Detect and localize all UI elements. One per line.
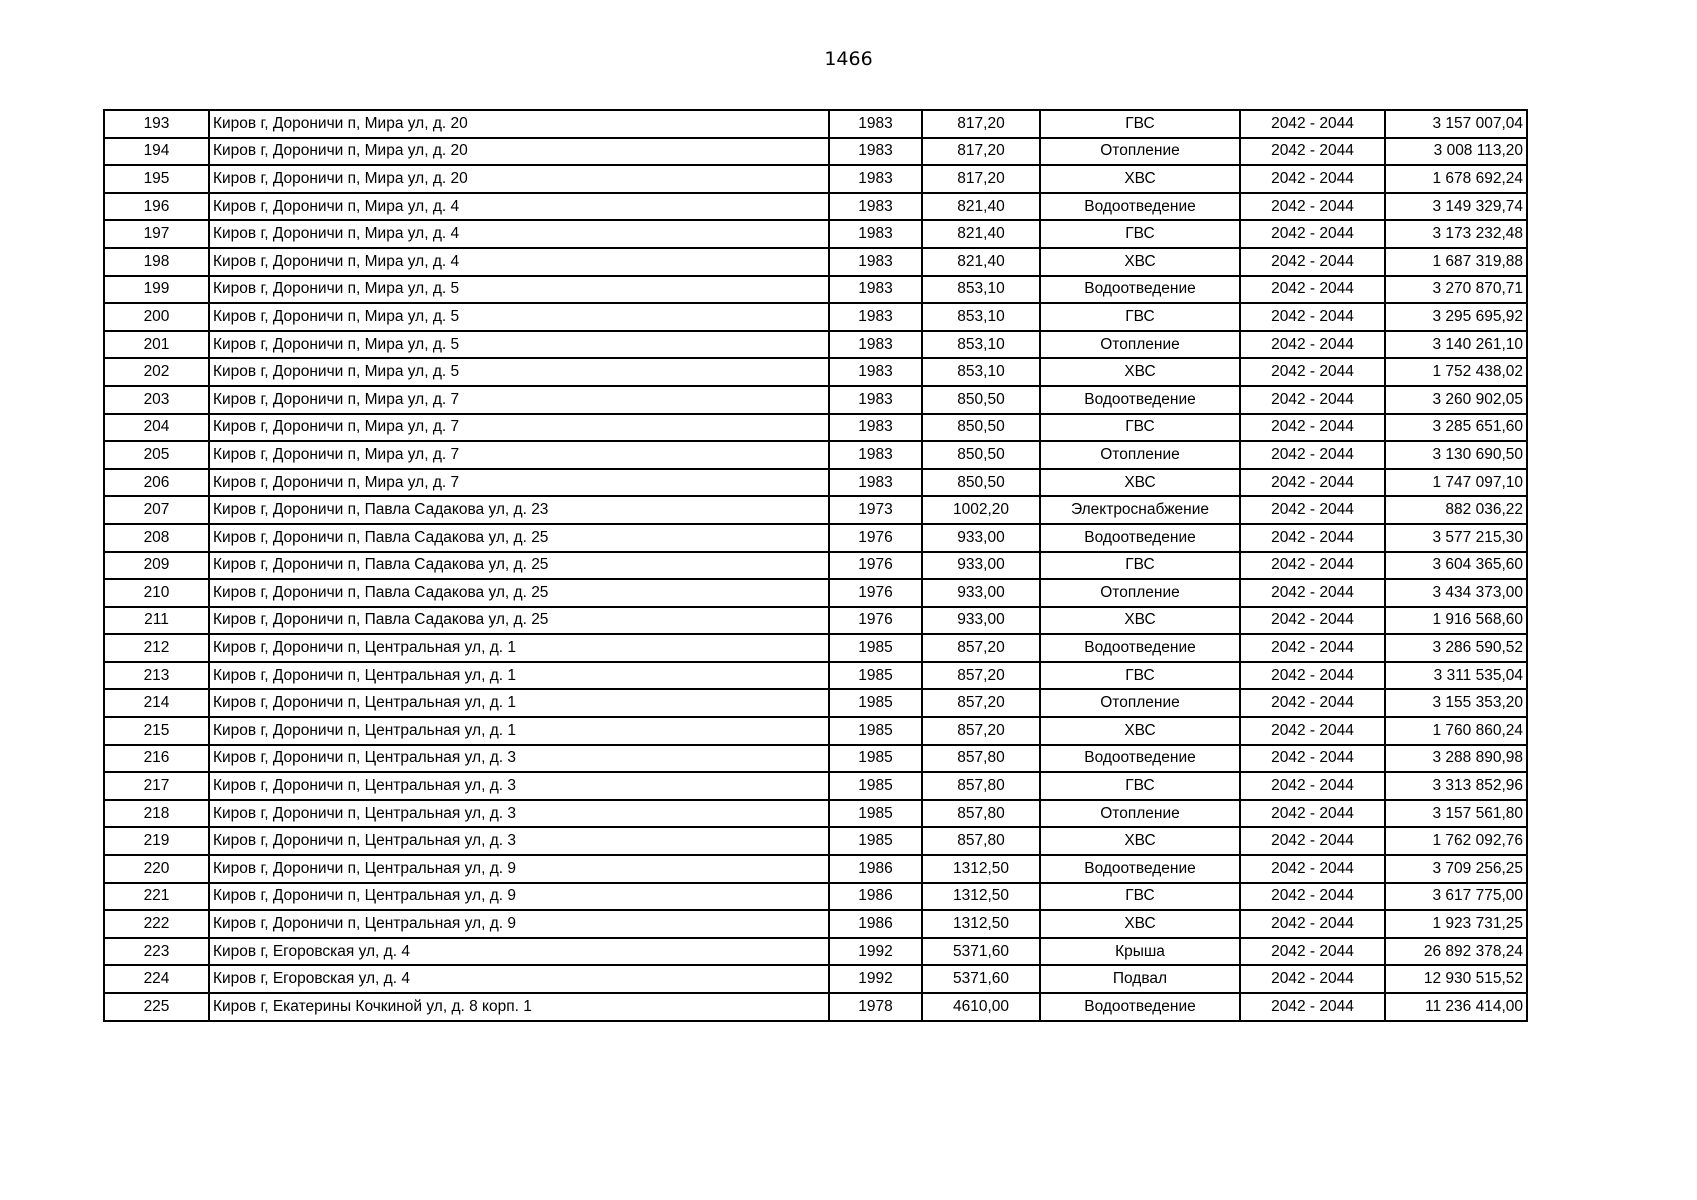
area-cell: 5371,60 bbox=[922, 965, 1040, 993]
row-number-cell: 215 bbox=[104, 717, 209, 745]
area-cell: 850,50 bbox=[922, 386, 1040, 414]
row-number-cell: 220 bbox=[104, 855, 209, 883]
year-cell: 1973 bbox=[829, 496, 922, 524]
address-cell: Киров г, Дороничи п, Мира ул, д. 7 bbox=[209, 469, 829, 497]
table-row bbox=[104, 165, 1527, 193]
table-row bbox=[104, 800, 1527, 828]
work-type-cell: Отопление bbox=[1040, 441, 1240, 469]
table-row bbox=[104, 331, 1527, 359]
cost-cell: 1 678 692,24 bbox=[1385, 165, 1527, 193]
table-row bbox=[104, 110, 1527, 138]
cost-cell: 3 617 775,00 bbox=[1385, 883, 1527, 911]
row-number-cell: 224 bbox=[104, 965, 209, 993]
year-cell: 1985 bbox=[829, 634, 922, 662]
year-cell: 1985 bbox=[829, 827, 922, 855]
work-type-cell: Крыша bbox=[1040, 938, 1240, 966]
address-cell: Киров г, Егоровская ул, д. 4 bbox=[209, 965, 829, 993]
period-cell: 2042 - 2044 bbox=[1240, 579, 1385, 607]
area-cell: 1312,50 bbox=[922, 883, 1040, 911]
work-type-cell: Водоотведение bbox=[1040, 993, 1240, 1021]
area-cell: 817,20 bbox=[922, 165, 1040, 193]
address-cell: Киров г, Дороничи п, Центральная ул, д. 3 bbox=[209, 745, 829, 773]
work-type-cell: ГВС bbox=[1040, 220, 1240, 248]
year-cell: 1983 bbox=[829, 220, 922, 248]
cost-cell: 1 687 319,88 bbox=[1385, 248, 1527, 276]
period-cell: 2042 - 2044 bbox=[1240, 717, 1385, 745]
area-cell: 857,80 bbox=[922, 800, 1040, 828]
area-cell: 850,50 bbox=[922, 441, 1040, 469]
work-type-cell: ГВС bbox=[1040, 662, 1240, 690]
cost-cell: 3 285 651,60 bbox=[1385, 414, 1527, 442]
row-number-cell: 195 bbox=[104, 165, 209, 193]
period-cell: 2042 - 2044 bbox=[1240, 827, 1385, 855]
area-cell: 857,20 bbox=[922, 662, 1040, 690]
work-type-cell: ГВС bbox=[1040, 552, 1240, 580]
year-cell: 1976 bbox=[829, 607, 922, 635]
cost-cell: 3 008 113,20 bbox=[1385, 138, 1527, 166]
address-cell: Киров г, Дороничи п, Центральная ул, д. 1 bbox=[209, 689, 829, 717]
table-row bbox=[104, 717, 1527, 745]
address-cell: Киров г, Дороничи п, Павла Садакова ул, д. 25 bbox=[209, 607, 829, 635]
period-cell: 2042 - 2044 bbox=[1240, 276, 1385, 304]
year-cell: 1992 bbox=[829, 965, 922, 993]
table-row bbox=[104, 993, 1527, 1021]
period-cell: 2042 - 2044 bbox=[1240, 883, 1385, 911]
year-cell: 1983 bbox=[829, 110, 922, 138]
year-cell: 1985 bbox=[829, 772, 922, 800]
cost-cell: 3 295 695,92 bbox=[1385, 303, 1527, 331]
area-cell: 933,00 bbox=[922, 552, 1040, 580]
period-cell: 2042 - 2044 bbox=[1240, 800, 1385, 828]
row-number-cell: 209 bbox=[104, 552, 209, 580]
area-cell: 821,40 bbox=[922, 220, 1040, 248]
cost-cell: 3 173 232,48 bbox=[1385, 220, 1527, 248]
table-row bbox=[104, 689, 1527, 717]
period-cell: 2042 - 2044 bbox=[1240, 689, 1385, 717]
row-number-cell: 194 bbox=[104, 138, 209, 166]
area-cell: 817,20 bbox=[922, 110, 1040, 138]
cost-cell: 3 709 256,25 bbox=[1385, 855, 1527, 883]
address-cell: Киров г, Дороничи п, Мира ул, д. 5 bbox=[209, 358, 829, 386]
year-cell: 1985 bbox=[829, 800, 922, 828]
table-row bbox=[104, 524, 1527, 552]
table-row bbox=[104, 220, 1527, 248]
table-row bbox=[104, 772, 1527, 800]
period-cell: 2042 - 2044 bbox=[1240, 441, 1385, 469]
period-cell: 2042 - 2044 bbox=[1240, 386, 1385, 414]
address-cell: Киров г, Дороничи п, Центральная ул, д. 9 bbox=[209, 910, 829, 938]
work-type-cell: ХВС bbox=[1040, 469, 1240, 497]
row-number-cell: 225 bbox=[104, 993, 209, 1021]
cost-cell: 3 149 329,74 bbox=[1385, 193, 1527, 221]
address-cell: Киров г, Дороничи п, Мира ул, д. 4 bbox=[209, 248, 829, 276]
table-row bbox=[104, 662, 1527, 690]
address-cell: Киров г, Дороничи п, Мира ул, д. 5 bbox=[209, 303, 829, 331]
area-cell: 817,20 bbox=[922, 138, 1040, 166]
area-cell: 1312,50 bbox=[922, 910, 1040, 938]
row-number-cell: 208 bbox=[104, 524, 209, 552]
address-cell: Киров г, Дороничи п, Мира ул, д. 20 bbox=[209, 110, 829, 138]
work-type-cell: ГВС bbox=[1040, 414, 1240, 442]
period-cell: 2042 - 2044 bbox=[1240, 110, 1385, 138]
row-number-cell: 203 bbox=[104, 386, 209, 414]
work-type-cell: Отопление bbox=[1040, 138, 1240, 166]
work-type-cell: Водоотведение bbox=[1040, 193, 1240, 221]
table-row bbox=[104, 138, 1527, 166]
table-row bbox=[104, 938, 1527, 966]
period-cell: 2042 - 2044 bbox=[1240, 993, 1385, 1021]
row-number-cell: 197 bbox=[104, 220, 209, 248]
year-cell: 1992 bbox=[829, 938, 922, 966]
table-row bbox=[104, 276, 1527, 304]
period-cell: 2042 - 2044 bbox=[1240, 910, 1385, 938]
area-cell: 850,50 bbox=[922, 469, 1040, 497]
period-cell: 2042 - 2044 bbox=[1240, 331, 1385, 359]
period-cell: 2042 - 2044 bbox=[1240, 745, 1385, 773]
work-type-cell: ГВС bbox=[1040, 303, 1240, 331]
period-cell: 2042 - 2044 bbox=[1240, 938, 1385, 966]
table-row bbox=[104, 552, 1527, 580]
row-number-cell: 219 bbox=[104, 827, 209, 855]
work-type-cell: Водоотведение bbox=[1040, 276, 1240, 304]
period-cell: 2042 - 2044 bbox=[1240, 607, 1385, 635]
address-cell: Киров г, Дороничи п, Мира ул, д. 20 bbox=[209, 138, 829, 166]
table-row bbox=[104, 745, 1527, 773]
row-number-cell: 212 bbox=[104, 634, 209, 662]
period-cell: 2042 - 2044 bbox=[1240, 138, 1385, 166]
area-cell: 857,20 bbox=[922, 717, 1040, 745]
area-cell: 857,80 bbox=[922, 772, 1040, 800]
work-type-cell: Отопление bbox=[1040, 331, 1240, 359]
row-number-cell: 223 bbox=[104, 938, 209, 966]
work-type-cell: Отопление bbox=[1040, 689, 1240, 717]
year-cell: 1976 bbox=[829, 524, 922, 552]
cost-cell: 1 747 097,10 bbox=[1385, 469, 1527, 497]
period-cell: 2042 - 2044 bbox=[1240, 855, 1385, 883]
year-cell: 1983 bbox=[829, 193, 922, 221]
row-number-cell: 202 bbox=[104, 358, 209, 386]
cost-cell: 3 270 870,71 bbox=[1385, 276, 1527, 304]
cost-cell: 3 157 007,04 bbox=[1385, 110, 1527, 138]
area-cell: 853,10 bbox=[922, 276, 1040, 304]
area-cell: 821,40 bbox=[922, 248, 1040, 276]
cost-cell: 11 236 414,00 bbox=[1385, 993, 1527, 1021]
period-cell: 2042 - 2044 bbox=[1240, 772, 1385, 800]
work-type-cell: Электроснабжение bbox=[1040, 496, 1240, 524]
work-type-cell: ХВС bbox=[1040, 358, 1240, 386]
table-row bbox=[104, 965, 1527, 993]
table-row bbox=[104, 827, 1527, 855]
year-cell: 1985 bbox=[829, 662, 922, 690]
work-type-cell: ГВС bbox=[1040, 883, 1240, 911]
row-number-cell: 213 bbox=[104, 662, 209, 690]
cost-cell: 3 286 590,52 bbox=[1385, 634, 1527, 662]
table-row bbox=[104, 248, 1527, 276]
row-number-cell: 201 bbox=[104, 331, 209, 359]
row-number-cell: 199 bbox=[104, 276, 209, 304]
period-cell: 2042 - 2044 bbox=[1240, 414, 1385, 442]
cost-cell: 3 155 353,20 bbox=[1385, 689, 1527, 717]
work-type-cell: ХВС bbox=[1040, 607, 1240, 635]
cost-cell: 3 604 365,60 bbox=[1385, 552, 1527, 580]
period-cell: 2042 - 2044 bbox=[1240, 662, 1385, 690]
table-row bbox=[104, 303, 1527, 331]
table-row bbox=[104, 414, 1527, 442]
area-cell: 853,10 bbox=[922, 358, 1040, 386]
work-type-cell: Отопление bbox=[1040, 800, 1240, 828]
cost-cell: 3 140 261,10 bbox=[1385, 331, 1527, 359]
address-cell: Киров г, Дороничи п, Центральная ул, д. 9 bbox=[209, 855, 829, 883]
work-type-cell: Отопление bbox=[1040, 579, 1240, 607]
row-number-cell: 218 bbox=[104, 800, 209, 828]
row-number-cell: 198 bbox=[104, 248, 209, 276]
area-cell: 933,00 bbox=[922, 607, 1040, 635]
area-cell: 857,20 bbox=[922, 634, 1040, 662]
year-cell: 1985 bbox=[829, 689, 922, 717]
period-cell: 2042 - 2044 bbox=[1240, 193, 1385, 221]
period-cell: 2042 - 2044 bbox=[1240, 248, 1385, 276]
area-cell: 1312,50 bbox=[922, 855, 1040, 883]
period-cell: 2042 - 2044 bbox=[1240, 552, 1385, 580]
year-cell: 1978 bbox=[829, 993, 922, 1021]
area-cell: 933,00 bbox=[922, 579, 1040, 607]
area-cell: 857,80 bbox=[922, 745, 1040, 773]
address-cell: Киров г, Дороничи п, Мира ул, д. 20 bbox=[209, 165, 829, 193]
table-row bbox=[104, 634, 1527, 662]
work-type-cell: ХВС bbox=[1040, 910, 1240, 938]
table-row bbox=[104, 496, 1527, 524]
year-cell: 1983 bbox=[829, 138, 922, 166]
table-row bbox=[104, 910, 1527, 938]
table-row bbox=[104, 441, 1527, 469]
cost-cell: 3 311 535,04 bbox=[1385, 662, 1527, 690]
capital-repair-table bbox=[103, 109, 1528, 1022]
period-cell: 2042 - 2044 bbox=[1240, 965, 1385, 993]
cost-cell: 1 760 860,24 bbox=[1385, 717, 1527, 745]
work-type-cell: Водоотведение bbox=[1040, 524, 1240, 552]
cost-cell: 1 752 438,02 bbox=[1385, 358, 1527, 386]
address-cell: Киров г, Дороничи п, Мира ул, д. 5 bbox=[209, 276, 829, 304]
cost-cell: 1 916 568,60 bbox=[1385, 607, 1527, 635]
year-cell: 1983 bbox=[829, 331, 922, 359]
cost-cell: 3 288 890,98 bbox=[1385, 745, 1527, 773]
address-cell: Киров г, Дороничи п, Павла Садакова ул, д. 25 bbox=[209, 524, 829, 552]
row-number-cell: 200 bbox=[104, 303, 209, 331]
page-number: 1466 bbox=[824, 48, 873, 70]
address-cell: Киров г, Дороничи п, Центральная ул, д. 3 bbox=[209, 827, 829, 855]
address-cell: Киров г, Екатерины Кочкиной ул, д. 8 корп. 1 bbox=[209, 993, 829, 1021]
row-number-cell: 206 bbox=[104, 469, 209, 497]
address-cell: Киров г, Дороничи п, Павла Садакова ул, д. 23 bbox=[209, 496, 829, 524]
year-cell: 1985 bbox=[829, 717, 922, 745]
area-cell: 857,20 bbox=[922, 689, 1040, 717]
year-cell: 1983 bbox=[829, 358, 922, 386]
period-cell: 2042 - 2044 bbox=[1240, 220, 1385, 248]
table-row bbox=[104, 358, 1527, 386]
row-number-cell: 216 bbox=[104, 745, 209, 773]
year-cell: 1983 bbox=[829, 414, 922, 442]
address-cell: Киров г, Дороничи п, Мира ул, д. 7 bbox=[209, 414, 829, 442]
area-cell: 853,10 bbox=[922, 303, 1040, 331]
cost-cell: 3 577 215,30 bbox=[1385, 524, 1527, 552]
row-number-cell: 207 bbox=[104, 496, 209, 524]
table-row bbox=[104, 607, 1527, 635]
row-number-cell: 211 bbox=[104, 607, 209, 635]
table-row bbox=[104, 193, 1527, 221]
area-cell: 4610,00 bbox=[922, 993, 1040, 1021]
work-type-cell: ХВС bbox=[1040, 165, 1240, 193]
area-cell: 857,80 bbox=[922, 827, 1040, 855]
row-number-cell: 193 bbox=[104, 110, 209, 138]
year-cell: 1986 bbox=[829, 910, 922, 938]
work-type-cell: ХВС bbox=[1040, 248, 1240, 276]
address-cell: Киров г, Дороничи п, Центральная ул, д. 1 bbox=[209, 717, 829, 745]
area-cell: 1002,20 bbox=[922, 496, 1040, 524]
work-type-cell: Водоотведение bbox=[1040, 634, 1240, 662]
cost-cell: 1 762 092,76 bbox=[1385, 827, 1527, 855]
year-cell: 1983 bbox=[829, 276, 922, 304]
work-type-cell: Водоотведение bbox=[1040, 386, 1240, 414]
work-type-cell: Водоотведение bbox=[1040, 745, 1240, 773]
period-cell: 2042 - 2044 bbox=[1240, 524, 1385, 552]
table-row bbox=[104, 883, 1527, 911]
table-body bbox=[104, 110, 1527, 1021]
area-cell: 850,50 bbox=[922, 414, 1040, 442]
year-cell: 1983 bbox=[829, 165, 922, 193]
work-type-cell: Водоотведение bbox=[1040, 855, 1240, 883]
cost-cell: 12 930 515,52 bbox=[1385, 965, 1527, 993]
year-cell: 1986 bbox=[829, 855, 922, 883]
year-cell: 1986 bbox=[829, 883, 922, 911]
table-row bbox=[104, 386, 1527, 414]
period-cell: 2042 - 2044 bbox=[1240, 303, 1385, 331]
address-cell: Киров г, Дороничи п, Павла Садакова ул, д. 25 bbox=[209, 552, 829, 580]
row-number-cell: 222 bbox=[104, 910, 209, 938]
table-row bbox=[104, 579, 1527, 607]
area-cell: 853,10 bbox=[922, 331, 1040, 359]
cost-cell: 26 892 378,24 bbox=[1385, 938, 1527, 966]
cost-cell: 1 923 731,25 bbox=[1385, 910, 1527, 938]
table-row bbox=[104, 855, 1527, 883]
row-number-cell: 217 bbox=[104, 772, 209, 800]
cost-cell: 882 036,22 bbox=[1385, 496, 1527, 524]
cost-cell: 3 260 902,05 bbox=[1385, 386, 1527, 414]
work-type-cell: Подвал bbox=[1040, 965, 1240, 993]
row-number-cell: 210 bbox=[104, 579, 209, 607]
work-type-cell: ХВС bbox=[1040, 717, 1240, 745]
work-type-cell: ГВС bbox=[1040, 110, 1240, 138]
row-number-cell: 205 bbox=[104, 441, 209, 469]
year-cell: 1983 bbox=[829, 441, 922, 469]
work-type-cell: ХВС bbox=[1040, 827, 1240, 855]
period-cell: 2042 - 2044 bbox=[1240, 469, 1385, 497]
area-cell: 933,00 bbox=[922, 524, 1040, 552]
cost-cell: 3 130 690,50 bbox=[1385, 441, 1527, 469]
period-cell: 2042 - 2044 bbox=[1240, 634, 1385, 662]
address-cell: Киров г, Дороничи п, Мира ул, д. 7 bbox=[209, 386, 829, 414]
address-cell: Киров г, Дороничи п, Мира ул, д. 4 bbox=[209, 193, 829, 221]
period-cell: 2042 - 2044 bbox=[1240, 358, 1385, 386]
period-cell: 2042 - 2044 bbox=[1240, 496, 1385, 524]
cost-cell: 3 157 561,80 bbox=[1385, 800, 1527, 828]
year-cell: 1983 bbox=[829, 248, 922, 276]
area-cell: 821,40 bbox=[922, 193, 1040, 221]
address-cell: Киров г, Дороничи п, Центральная ул, д. 1 bbox=[209, 662, 829, 690]
year-cell: 1983 bbox=[829, 469, 922, 497]
address-cell: Киров г, Дороничи п, Мира ул, д. 4 bbox=[209, 220, 829, 248]
address-cell: Киров г, Дороничи п, Мира ул, д. 7 bbox=[209, 441, 829, 469]
year-cell: 1983 bbox=[829, 303, 922, 331]
address-cell: Киров г, Дороничи п, Центральная ул, д. 3 bbox=[209, 772, 829, 800]
year-cell: 1983 bbox=[829, 386, 922, 414]
year-cell: 1976 bbox=[829, 552, 922, 580]
work-type-cell: ГВС bbox=[1040, 772, 1240, 800]
year-cell: 1985 bbox=[829, 745, 922, 773]
address-cell: Киров г, Егоровская ул, д. 4 bbox=[209, 938, 829, 966]
address-cell: Киров г, Дороничи п, Центральная ул, д. 1 bbox=[209, 634, 829, 662]
row-number-cell: 214 bbox=[104, 689, 209, 717]
row-number-cell: 196 bbox=[104, 193, 209, 221]
cost-cell: 3 434 373,00 bbox=[1385, 579, 1527, 607]
table-row bbox=[104, 469, 1527, 497]
address-cell: Киров г, Дороничи п, Павла Садакова ул, д. 25 bbox=[209, 579, 829, 607]
address-cell: Киров г, Дороничи п, Мира ул, д. 5 bbox=[209, 331, 829, 359]
year-cell: 1976 bbox=[829, 579, 922, 607]
period-cell: 2042 - 2044 bbox=[1240, 165, 1385, 193]
area-cell: 5371,60 bbox=[922, 938, 1040, 966]
row-number-cell: 221 bbox=[104, 883, 209, 911]
address-cell: Киров г, Дороничи п, Центральная ул, д. 9 bbox=[209, 883, 829, 911]
cost-cell: 3 313 852,96 bbox=[1385, 772, 1527, 800]
address-cell: Киров г, Дороничи п, Центральная ул, д. 3 bbox=[209, 800, 829, 828]
row-number-cell: 204 bbox=[104, 414, 209, 442]
